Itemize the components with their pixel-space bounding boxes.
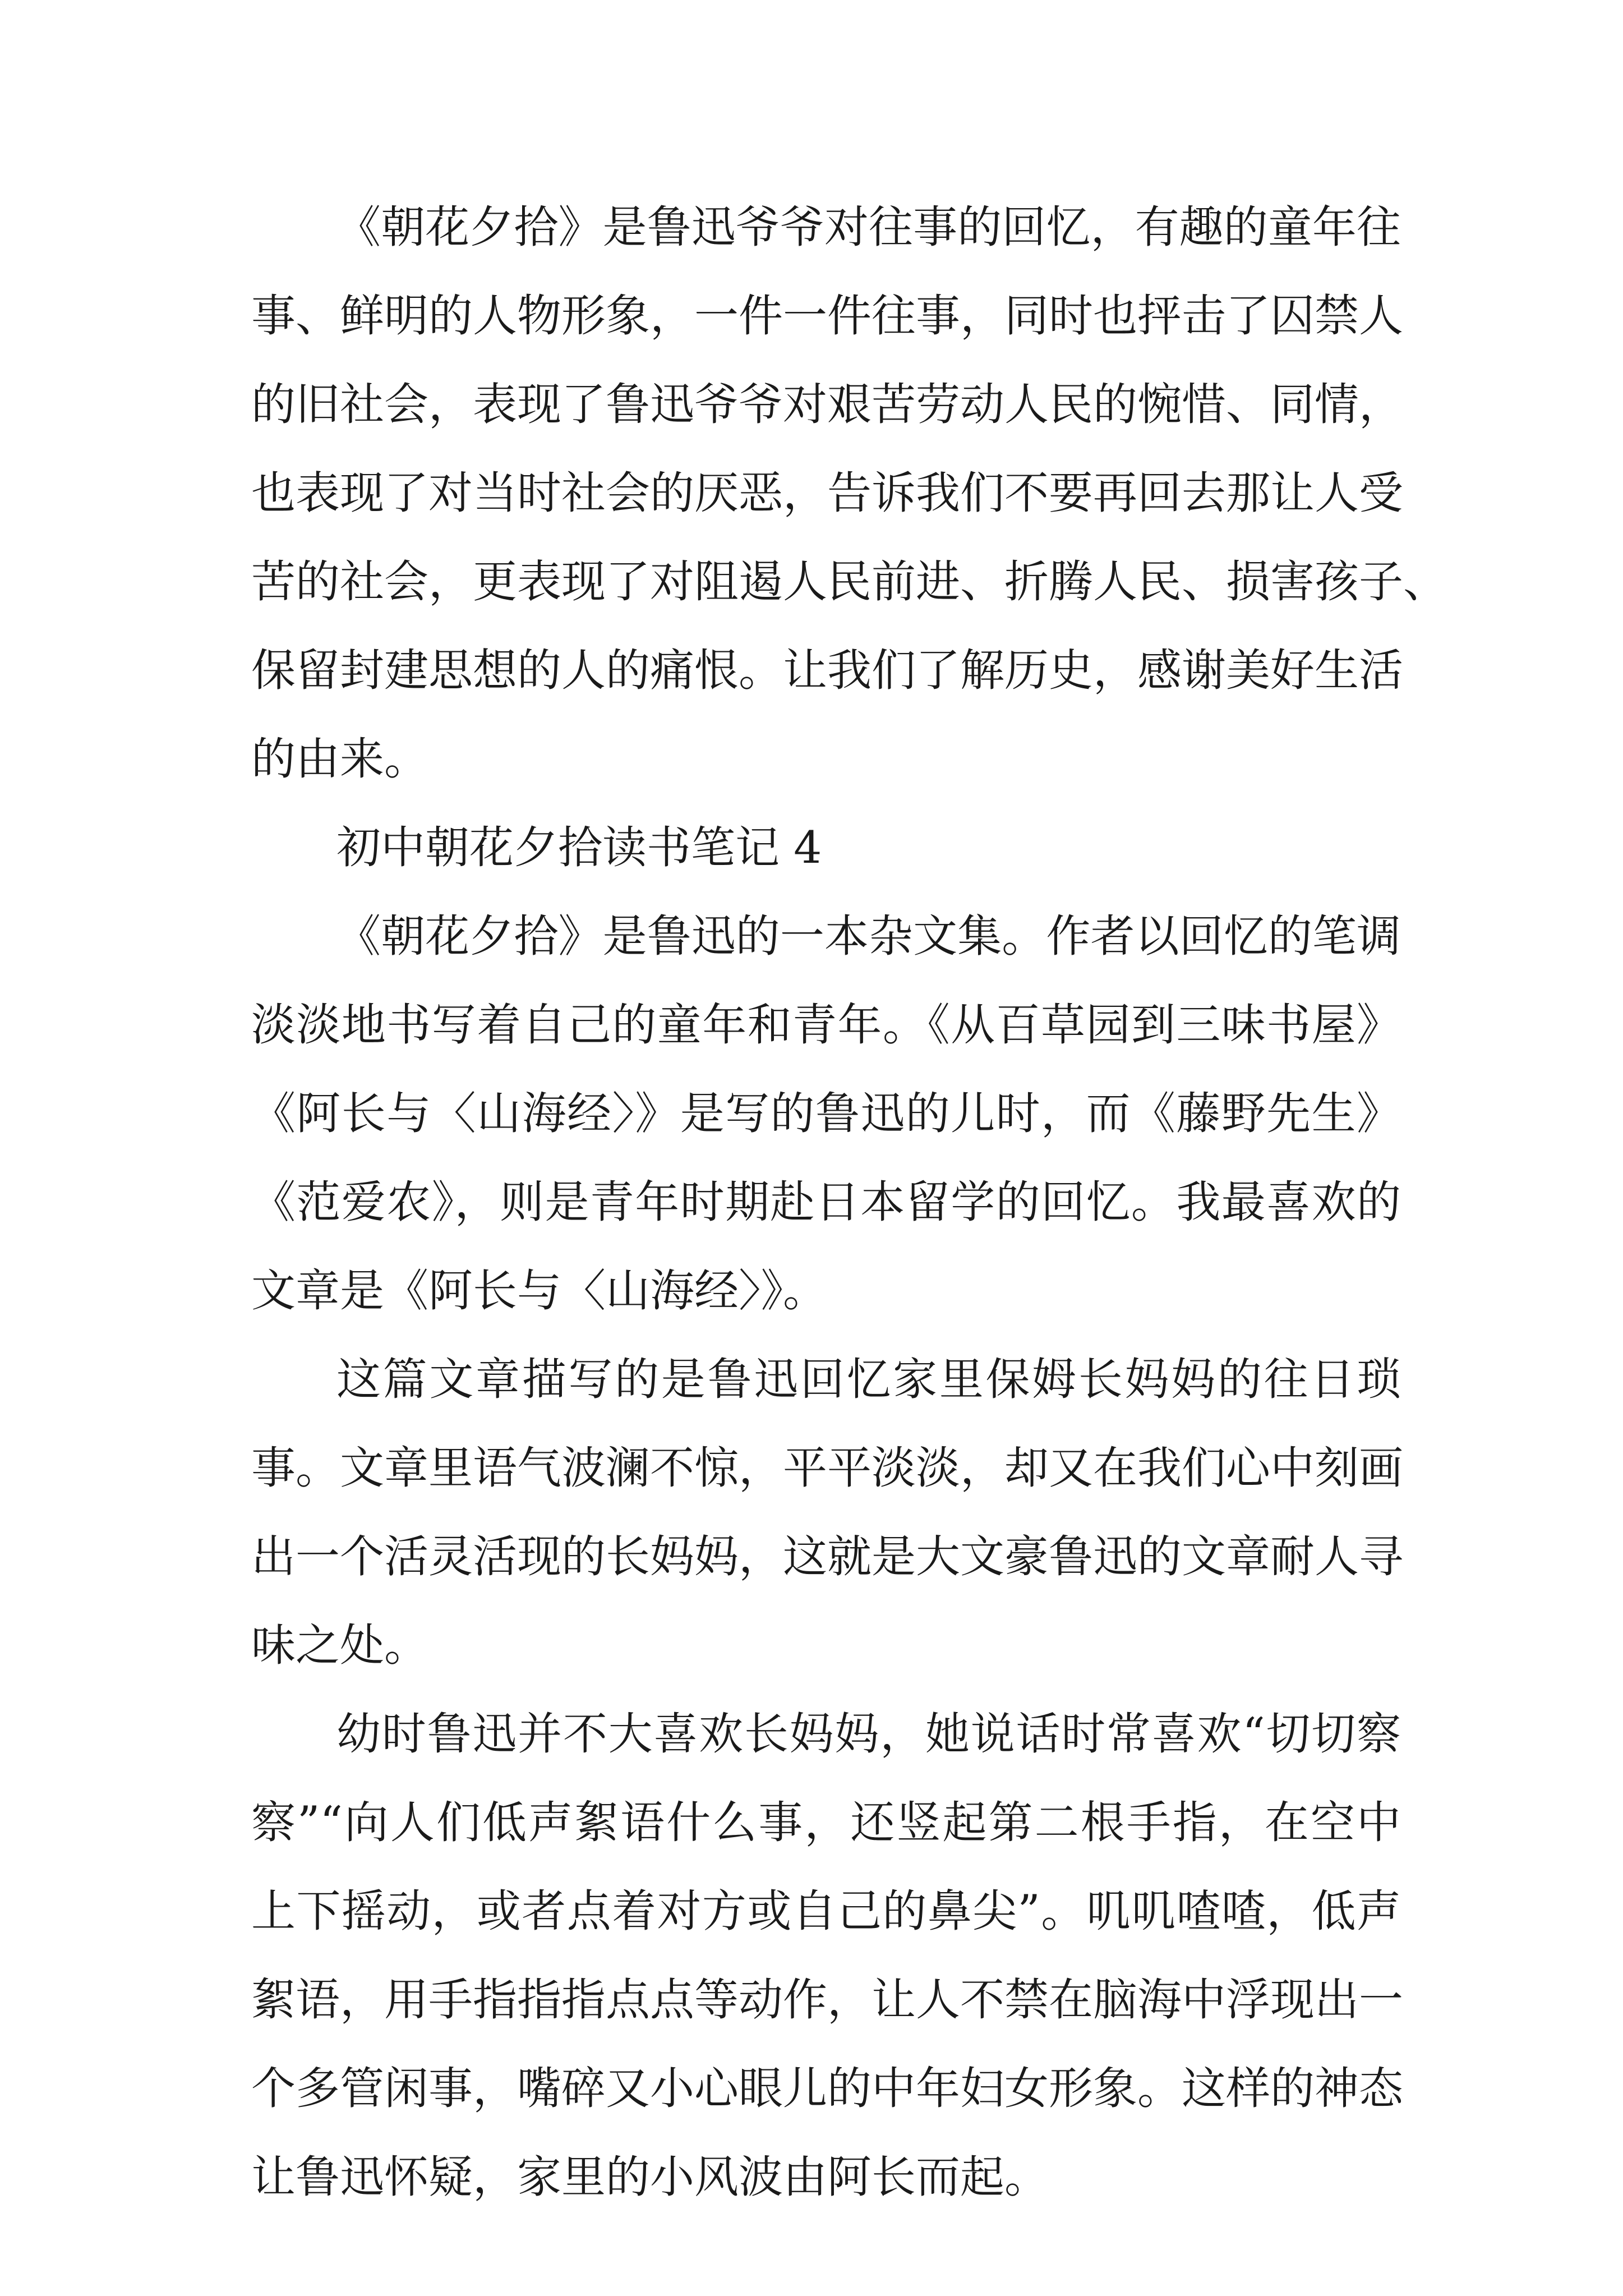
paragraph-4-line-3: 上下摇动，或者点着对方或自己的鼻尖”。叽叽喳喳，低声 [251,1885,1401,1937]
paragraph-1-line-3: 的旧社会，表现了鲁迅爷爷对艰苦劳动人民的惋惜、同情， [251,379,1403,430]
paragraph-4-line-2: 察”“向人们低声絮语什么事，还竖起第二根手指，在空中 [251,1797,1401,1848]
section-heading: 初中朝花夕拾读书笔记 4 [336,822,822,873]
paragraph-4-line-5: 个多管闲事，嘴碎又小心眼儿的中年妇女形象。这样的神态 [251,2063,1403,2114]
paragraph-2-line-1: 《朝花夕拾》是鲁迅的一本杂文集。作者以回忆的笔调 [336,910,1401,962]
paragraph-2-line-5: 文章是《阿长与〈山海经〉》。 [251,1265,827,1317]
paragraph-4-line-4: 絮语，用手指指指点点等动作，让人不禁在脑海中浮现出一 [251,1974,1403,2026]
paragraph-3-line-2: 事。文章里语气波澜不惊，平平淡淡，却又在我们心中刻画 [251,1442,1403,1494]
paragraph-1-line-1: 《朝花夕拾》是鲁迅爷爷对往事的回忆，有趣的童年往 [336,201,1401,253]
paragraph-3-line-1: 这篇文章描写的是鲁迅回忆家里保姆长妈妈的往日琐 [336,1354,1401,1405]
paragraph-1-line-6: 保留封建思想的人的痛恨。让我们了解历史，感谢美好生活 [251,645,1403,696]
paragraph-3-line-3: 出一个活灵活现的长妈妈，这就是大文豪鲁迅的文章耐人寻 [251,1531,1403,1582]
paragraph-4-line-6: 让鲁迅怀疑，家里的小风波由阿长而起。 [251,2151,1049,2203]
paragraph-3-line-4: 味之处。 [251,1619,428,1671]
paragraph-2-line-2: 淡淡地书写着自己的童年和青年。《从百草园到三味书屋》 [251,999,1401,1051]
paragraph-1-line-2: 事、鲜明的人物形象，一件一件往事，同时也抨击了囚禁人 [251,290,1403,342]
paragraph-1-line-5: 苦的社会，更表现了对阻遏人民前进、折腾人民、损害孩子、 [251,556,1447,608]
paragraph-4-line-1: 幼时鲁迅并不大喜欢长妈妈，她说话时常喜欢“切切察 [336,1708,1401,1760]
paragraph-2-line-3: 《阿长与〈山海经〉》是写的鲁迅的儿时，而《藤野先生》 [251,1088,1401,1139]
paragraph-1-line-7: 的由来。 [251,733,428,785]
paragraph-2-line-4: 《范爱农》，则是青年时期赴日本留学的回忆。我最喜欢的 [251,1176,1401,1228]
paragraph-1-line-4: 也表现了对当时社会的厌恶，告诉我们不要再回去那让人受 [251,467,1403,519]
